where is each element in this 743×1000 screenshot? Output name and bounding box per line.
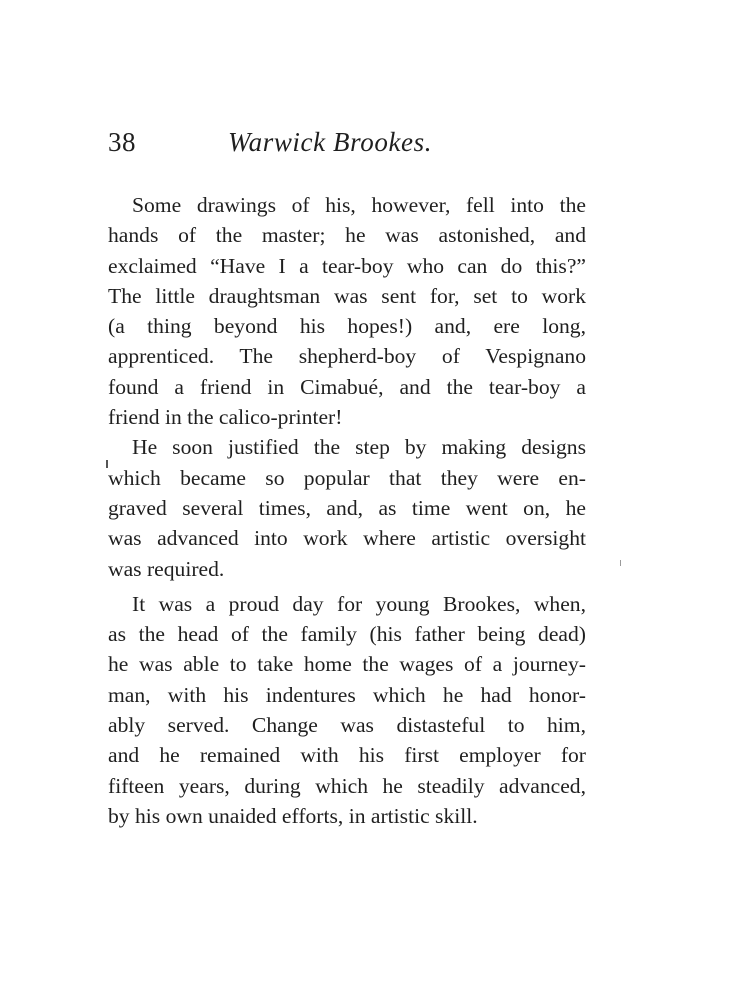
text-line: ably served. Change was distasteful to him, bbox=[108, 713, 586, 738]
text-line: apprenticed. The shepherd-boy of Vespignano bbox=[108, 344, 586, 369]
text-line: The little draughtsman was sent for, set to work bbox=[108, 283, 586, 308]
text-line: friend in the calico-printer! bbox=[108, 405, 343, 430]
print-speck bbox=[106, 460, 108, 468]
text-line: It was a proud day for young Brookes, when, bbox=[132, 591, 586, 616]
text-line: (a thing beyond his hopes!) and, ere long, bbox=[108, 314, 586, 339]
text-line: He soon justified the step by making designs bbox=[132, 435, 586, 460]
text-line: exclaimed “Have I a tear-boy who can do this?” bbox=[108, 253, 586, 278]
text-line: as the head of the family (his father being dead) bbox=[108, 622, 586, 647]
running-title: Warwick Brookes. bbox=[228, 127, 433, 157]
text-line: he was able to take home the wages of a journey- bbox=[108, 652, 586, 677]
running-head bbox=[108, 124, 588, 160]
paragraph-2 bbox=[108, 432, 586, 583]
text-line: and he remained with his first employer for bbox=[108, 743, 586, 768]
print-speck bbox=[620, 560, 621, 566]
text-line: was required. bbox=[108, 556, 225, 581]
text-line: by his own unaided efforts, in artistic skill. bbox=[108, 803, 478, 828]
text-line: graved several times, and, as time went on, he bbox=[108, 495, 586, 520]
text-line: hands of the master; he was astonished, and bbox=[108, 223, 586, 248]
text-line: Some drawings of his, however, fell into the bbox=[132, 193, 586, 217]
text-line: fifteen years, during which he steadily advanced, bbox=[108, 773, 586, 798]
body-text bbox=[108, 190, 586, 831]
text-line: found a friend in Cimabué, and the tear-boy a bbox=[108, 374, 586, 399]
text-line: was advanced into work where artistic oversight bbox=[108, 526, 586, 551]
text-line: which became so popular that they were en- bbox=[108, 465, 586, 490]
paragraph-3 bbox=[108, 589, 586, 831]
paragraph-1 bbox=[108, 190, 586, 432]
page-number: 38 bbox=[108, 127, 136, 157]
text-line: man, with his indentures which he had honor- bbox=[108, 682, 586, 707]
